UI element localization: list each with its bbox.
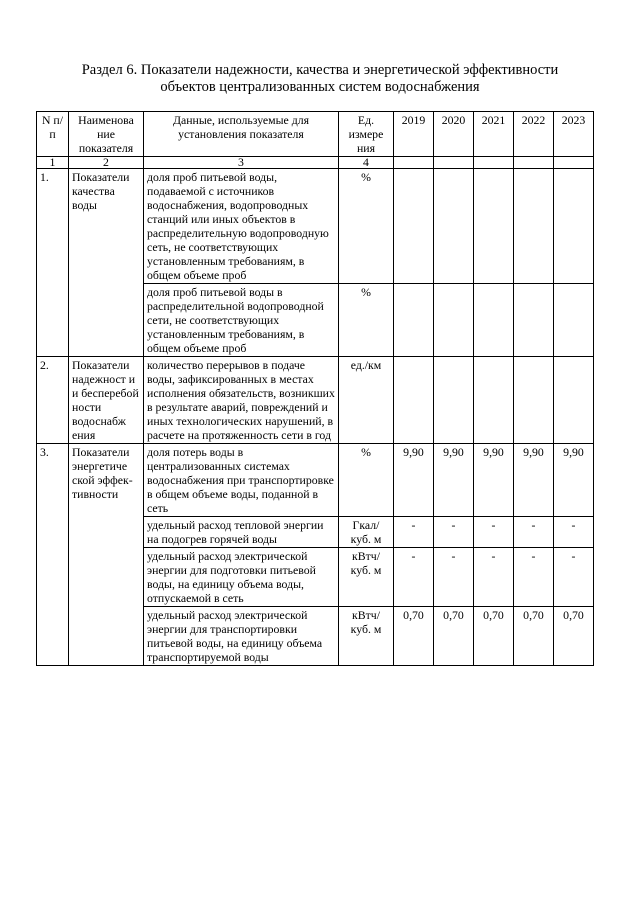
indicators-table [36, 111, 594, 666]
value-cell: 9,90 [554, 444, 594, 517]
indicator-description: доля проб питьевой воды, подаваемой с источников водоснабжения, водопроводных станций или иных объектов в распределительную водопроводную сеть, не соответствующих установленным требованиям, в общем объеме проб [144, 169, 339, 284]
value-cell [474, 284, 514, 357]
header-year-2023: 2023 [554, 112, 594, 157]
column-index: 2 [69, 157, 144, 169]
title-line-2: объектов централизованных систем водоснабжения [160, 79, 480, 95]
value-cell [434, 284, 474, 357]
header-indicator-name: Наименова ние показателя [69, 112, 144, 157]
value-cell: - [474, 517, 514, 548]
value-cell [434, 169, 474, 284]
value-cell: 0,70 [394, 607, 434, 666]
value-cell: - [434, 517, 474, 548]
value-cell [554, 169, 594, 284]
indicator-name: Показатели качества воды [69, 169, 144, 357]
row-number: 3. [37, 444, 69, 666]
indicator-description: доля потерь воды в централизованных системах водоснабжения при транспортировке в общем объеме воды, поданной в сеть [144, 444, 339, 517]
value-cell: - [474, 548, 514, 607]
row-number: 2. [37, 357, 69, 444]
unit-cell: ед./км [339, 357, 394, 444]
table-header-row [37, 112, 594, 157]
indicator-description: удельный расход тепловой энергии на подогрев горячей воды [144, 517, 339, 548]
value-cell [434, 357, 474, 444]
indicator-description: количество перерывов в подаче воды, зафиксированных в местах исполнения обязательств, возникших в результате аварий, повреждений и иных технологических нарушений, в расчете на протяженность сети в год [144, 357, 339, 444]
value-cell [394, 357, 434, 444]
header-year-2022: 2022 [514, 112, 554, 157]
column-index: 3 [144, 157, 339, 169]
value-cell [514, 169, 554, 284]
value-cell [394, 284, 434, 357]
column-index-empty [514, 157, 554, 169]
header-number: N п/п [37, 112, 69, 157]
header-source-data: Данные, используемые для установления показателя [144, 112, 339, 157]
column-index-empty [434, 157, 474, 169]
unit-cell: % [339, 169, 394, 284]
value-cell [514, 357, 554, 444]
unit-cell: кВтч/ куб. м [339, 607, 394, 666]
value-cell [474, 357, 514, 444]
value-cell: - [514, 517, 554, 548]
indicator-description: доля проб питьевой воды в распределительной водопроводной сети, не соответствующих установленным требованиям, в общем объеме проб [144, 284, 339, 357]
value-cell: - [554, 548, 594, 607]
value-cell [554, 357, 594, 444]
unit-cell: % [339, 444, 394, 517]
column-index: 4 [339, 157, 394, 169]
value-cell [474, 169, 514, 284]
value-cell: 0,70 [434, 607, 474, 666]
indicator-description: удельный расход электрической энергии для подготовки питьевой воды, на единицу объема воды, отпускаемой в сеть [144, 548, 339, 607]
header-unit: Ед. измере ния [339, 112, 394, 157]
value-cell: 9,90 [394, 444, 434, 517]
column-index-empty [554, 157, 594, 169]
title-line-1: Раздел 6. Показатели надежности, качества и энергетической эффективности [81, 62, 559, 78]
value-cell [514, 284, 554, 357]
table-row [37, 357, 594, 444]
header-year-2021: 2021 [474, 112, 514, 157]
document-title [40, 62, 600, 96]
value-cell: 0,70 [554, 607, 594, 666]
value-cell: 9,90 [434, 444, 474, 517]
value-cell: 9,90 [474, 444, 514, 517]
value-cell: 9,90 [514, 444, 554, 517]
unit-cell: % [339, 284, 394, 357]
row-number: 1. [37, 169, 69, 357]
column-index: 1 [37, 157, 69, 169]
value-cell [394, 169, 434, 284]
value-cell: - [554, 517, 594, 548]
value-cell: - [434, 548, 474, 607]
indicator-name: Показатели надежност и и бесперебой ности водоснабж ения [69, 357, 144, 444]
column-index-empty [394, 157, 434, 169]
value-cell: 0,70 [474, 607, 514, 666]
table-row [37, 169, 594, 284]
indicator-name: Показатели энергетиче ской эффек- тивности [69, 444, 144, 666]
table-row [37, 444, 594, 517]
column-index-row [37, 157, 594, 169]
column-index-empty [474, 157, 514, 169]
value-cell: - [394, 548, 434, 607]
value-cell: - [514, 548, 554, 607]
value-cell [554, 284, 594, 357]
indicator-description: удельный расход электрической энергии для транспортировки питьевой воды, на единицу объема транспортируемой воды [144, 607, 339, 666]
unit-cell: Гкал/ куб. м [339, 517, 394, 548]
value-cell: 0,70 [514, 607, 554, 666]
header-year-2019: 2019 [394, 112, 434, 157]
header-year-2020: 2020 [434, 112, 474, 157]
value-cell: - [394, 517, 434, 548]
unit-cell: кВтч/ куб. м [339, 548, 394, 607]
